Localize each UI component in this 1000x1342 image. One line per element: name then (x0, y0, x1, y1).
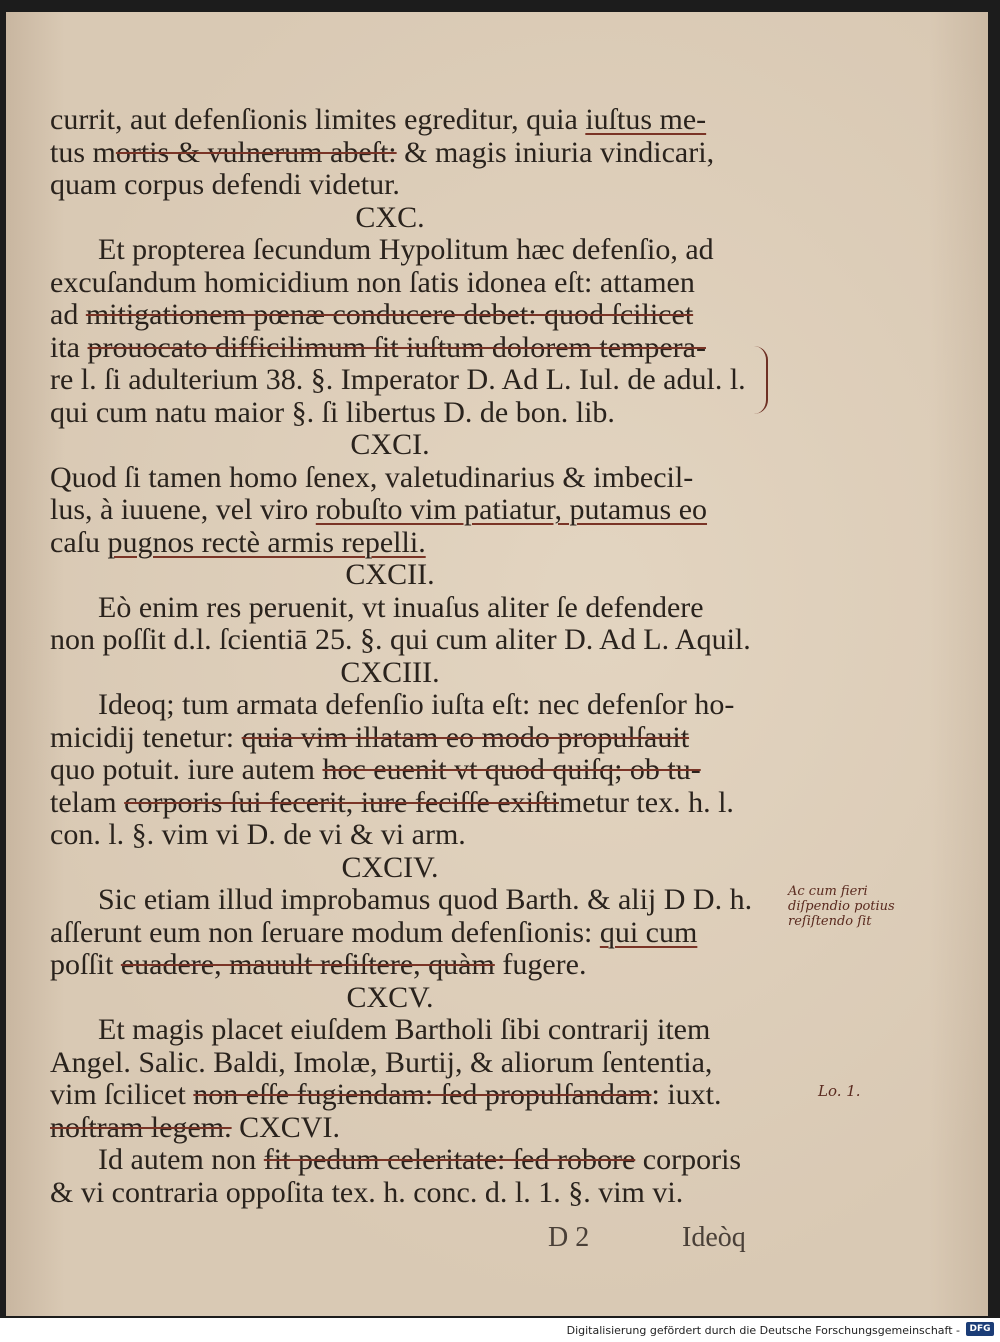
page-body-text (50, 104, 790, 1209)
text-line (50, 884, 790, 917)
text-line (50, 494, 790, 527)
text-segment: currit, aut defenſionis limites egreditur, quia (50, 103, 586, 136)
text-segment: ita (50, 330, 88, 364)
text-segment: vim ſcilicet (50, 1078, 194, 1111)
text-segment: : iuxt. (651, 1078, 722, 1111)
text-line (50, 332, 790, 365)
text-line (50, 1079, 790, 1112)
text-segment: Sic etiam illud improbamus quod Barth. & alij D D. h. (98, 883, 753, 916)
text-segment: Et magis placet eiuſdem Bartholi ſibi contrarij item (98, 1013, 711, 1046)
text-segment: non poſſit d.l. ſcientiā 25. §. qui cum aliter D. Ad L. Aquil. (50, 623, 751, 656)
text-line (50, 689, 790, 722)
text-segment: CXCIV. (341, 850, 439, 884)
text-line (50, 722, 790, 755)
marked-text: mitigationem pœnæ conducere debet: quod ſcilicet (85, 298, 694, 331)
text-segment: CXCII. (345, 558, 435, 591)
margin-note-line: Ac cum fieri (788, 884, 868, 899)
text-segment: caſu (50, 525, 108, 559)
text-segment: excuſandum homicidium non ſatis idonea eſt: attamen (50, 265, 695, 299)
text-line (50, 462, 790, 495)
marked-text: iuſtus me- (585, 103, 707, 136)
text-line (50, 1144, 790, 1177)
margin-note-line: reſiſtendo ſit (788, 914, 872, 929)
marked-text: non eſſe fugiendam: ſed propulſandam (193, 1078, 652, 1111)
section-heading (50, 982, 790, 1015)
text-line (50, 364, 790, 397)
section-heading (50, 657, 790, 690)
text-segment: CXCV. (346, 980, 434, 1014)
marked-text: corporis ſui fecerit, iure feciſſe exiſti (124, 785, 559, 819)
text-line (50, 592, 790, 625)
text-segment: re l. ſi adulterium 38. §. Imperator D. Ad L. Iul. de adul. l. (50, 363, 746, 396)
section-heading (50, 852, 790, 885)
text-line (50, 754, 790, 787)
marked-text: robuſto vim patiatur, putamus eo (315, 493, 708, 526)
text-line (50, 234, 790, 267)
margin-note-handwritten (788, 884, 895, 929)
text-segment: CXCVI. (231, 1110, 340, 1144)
text-line (50, 624, 790, 657)
text-line (50, 527, 790, 560)
margin-note-reference: Lo. 1. (818, 1082, 861, 1100)
text-line (50, 397, 790, 430)
marked-text: quia vim illatam eo modo propulſauit (241, 720, 690, 754)
text-segment: metur tex. h. l. (558, 785, 734, 819)
digitization-footer (0, 1318, 1000, 1342)
text-line (50, 104, 790, 137)
text-segment: ad (50, 298, 86, 331)
book-page (6, 12, 988, 1316)
text-line (50, 1177, 790, 1210)
text-segment: tus m (50, 135, 116, 169)
marked-text: hoc euenit vt quod quiſq; ob tu- (322, 753, 701, 786)
text-segment: micidij tenetur: (50, 720, 242, 754)
text-line (50, 949, 790, 982)
marked-text: noſtram legem. (50, 1110, 232, 1144)
marked-text: pugnos rectè armis repelli. (107, 525, 426, 559)
text-segment: Id autem non (98, 1143, 264, 1176)
text-line (50, 1047, 790, 1080)
text-segment: aſſerunt eum non ſeruare modum defenſionis: (50, 915, 600, 949)
text-segment: Et propterea ſecundum Hypolitum hæc defenſio, ad (98, 233, 714, 266)
text-segment: con. l. §. vim vi D. de vi & vi arm. (50, 818, 466, 851)
margin-bracket (742, 346, 768, 414)
text-segment: CXCIII. (340, 655, 440, 689)
text-segment: Ideoq; tum armata defenſio iuſta eſt: nec defenſor ho- (98, 688, 735, 721)
dfg-logo-icon: DFG (966, 1322, 994, 1336)
text-line (50, 917, 790, 950)
text-segment: & magis iniuria vindicari, (396, 135, 715, 169)
footer-credit-text: Digitalisierung gefördert durch die Deutsche Forschungsgemeinschaft - (566, 1324, 960, 1337)
marked-text: euadere, mauult reſiſtere, quàm (120, 948, 495, 981)
section-heading (50, 559, 790, 592)
text-line (50, 787, 790, 820)
text-segment: Angel. Salic. Baldi, Imolæ, Burtij, & aliorum ſententia, (50, 1045, 713, 1079)
text-segment: CXC. (355, 200, 425, 234)
text-line (50, 1112, 790, 1145)
catchword: Ideòq (682, 1222, 746, 1253)
signature-mark: D 2 (548, 1222, 590, 1253)
text-segment: & vi contraria oppoſita tex. h. conc. d. l. 1. §. vim vi. (50, 1175, 684, 1209)
margin-note-line: diſpendio potius (788, 899, 895, 914)
text-line (50, 819, 790, 852)
text-segment: quam corpus defendi videtur. (50, 168, 400, 201)
text-line (50, 1014, 790, 1047)
text-line (50, 299, 790, 332)
text-line (50, 169, 790, 202)
text-segment: telam (50, 785, 125, 819)
section-heading (50, 429, 790, 462)
text-segment: qui cum natu maior §. ſi libertus D. de bon. lib. (50, 395, 615, 429)
text-line (50, 267, 790, 300)
marked-text: ortis & vulnerum abeſt: (115, 135, 397, 169)
text-segment: lus, à iuuene, vel viro (50, 493, 316, 526)
text-segment: CXCI. (350, 428, 430, 461)
section-heading (50, 202, 790, 235)
text-segment: quo potuit. iure autem (50, 753, 323, 786)
text-segment: corporis (635, 1143, 742, 1176)
text-segment: Quod ſi tamen homo ſenex, valetudinarius & imbecil- (50, 460, 694, 494)
marked-text: qui cum (599, 915, 698, 949)
marked-text: fit pedum celeritate: ſed robore (263, 1143, 636, 1176)
text-segment: Eò enim res peruenit, vt inuaſus aliter ſe defendere (98, 590, 704, 624)
text-segment: fugere. (494, 948, 587, 981)
text-segment: poſſit (50, 948, 121, 981)
marked-text: prouocato difficilimum ſit iuſtum dolorem tempera- (87, 330, 706, 364)
text-line (50, 137, 790, 170)
